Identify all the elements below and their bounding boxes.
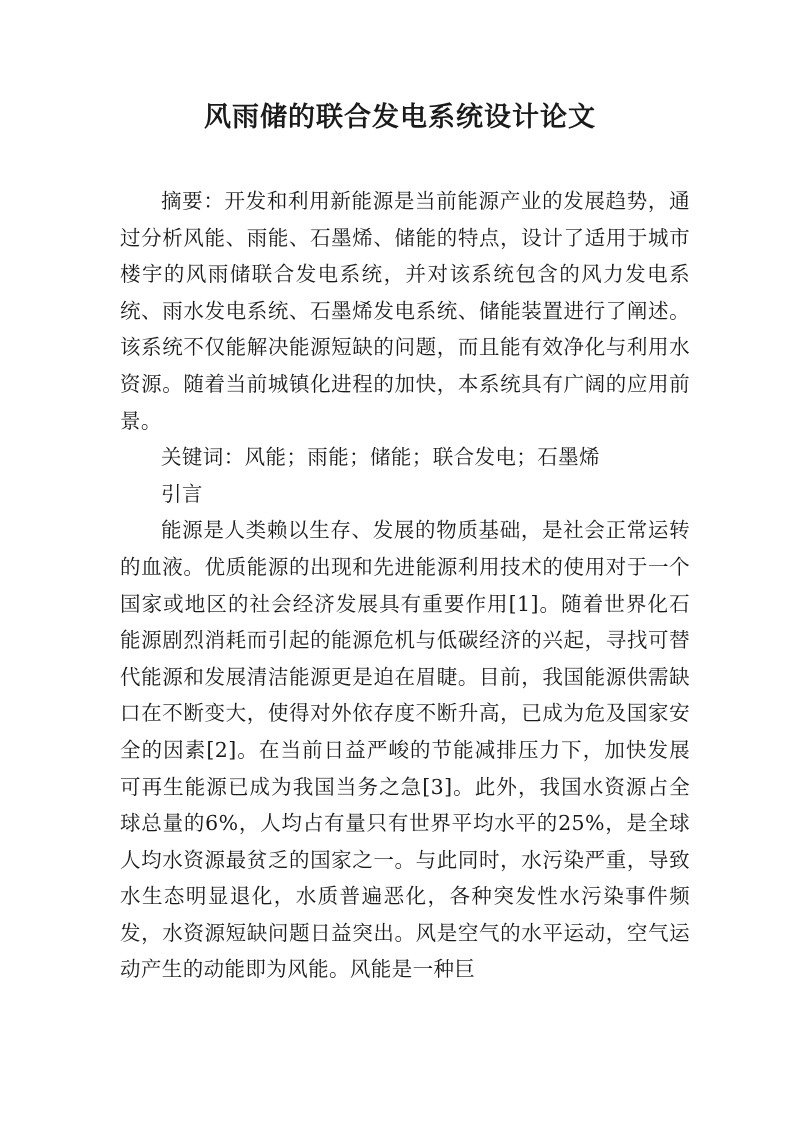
- abstract-paragraph: 摘要：开发和利用新能源是当前能源产业的发展趋势，通过分析风能、雨能、石墨烯、储能的特点，设计了适用于城市楼宇的风雨储联合发电系统，并对该系统包含的风力发电系统、雨水发电系统、石墨烯发电系统、储能装置进行了阐述。该系统不仅能解决能源短缺的问题，而且能有效净化与利用水资源。随着当前城镇化进程的加快，本系统具有广阔的应用前景。: [120, 189, 690, 433]
- document-title: 风雨储的联合发电系统设计论文: [204, 102, 596, 133]
- section-heading: 引言: [161, 481, 203, 506]
- keywords-line: 关键词：风能；雨能；储能；联合发电；石墨烯: [161, 445, 600, 470]
- document-body: [120, 183, 690, 988]
- intro-paragraph: 能源是人类赖以生存、发展的物质基础，是社会正常运转的血液。优质能源的出现和先进能源利用技术的使用对于一个国家或地区的社会经济发展具有重要作用[1]。随着世界化石能源剧烈消耗而引起的能源危机与低碳经济的兴起，寻找可替代能源和发展清洁能源更是迫在眉睫。目前，我国能源供需缺口在不断变大，使得对外依存度不断升高，已成为危及国家安全的因素[2]。在当前日益严峻的节能减排压力下，加快发展可再生能源已成为我国当务之急[3]。此外，我国水资源占全球总量的6%，人均占有量只有世界平均水平的25%，是全球人均水资源最贫乏的国家之一。与此同时，水污染严重，导致水生态明显退化，水质普遍恶化，各种突发性水污染事件频发，水资源短缺问题日益突出。风是空气的水平运动，空气运动产生的动能即为风能。风能是一种巨: [120, 518, 690, 982]
